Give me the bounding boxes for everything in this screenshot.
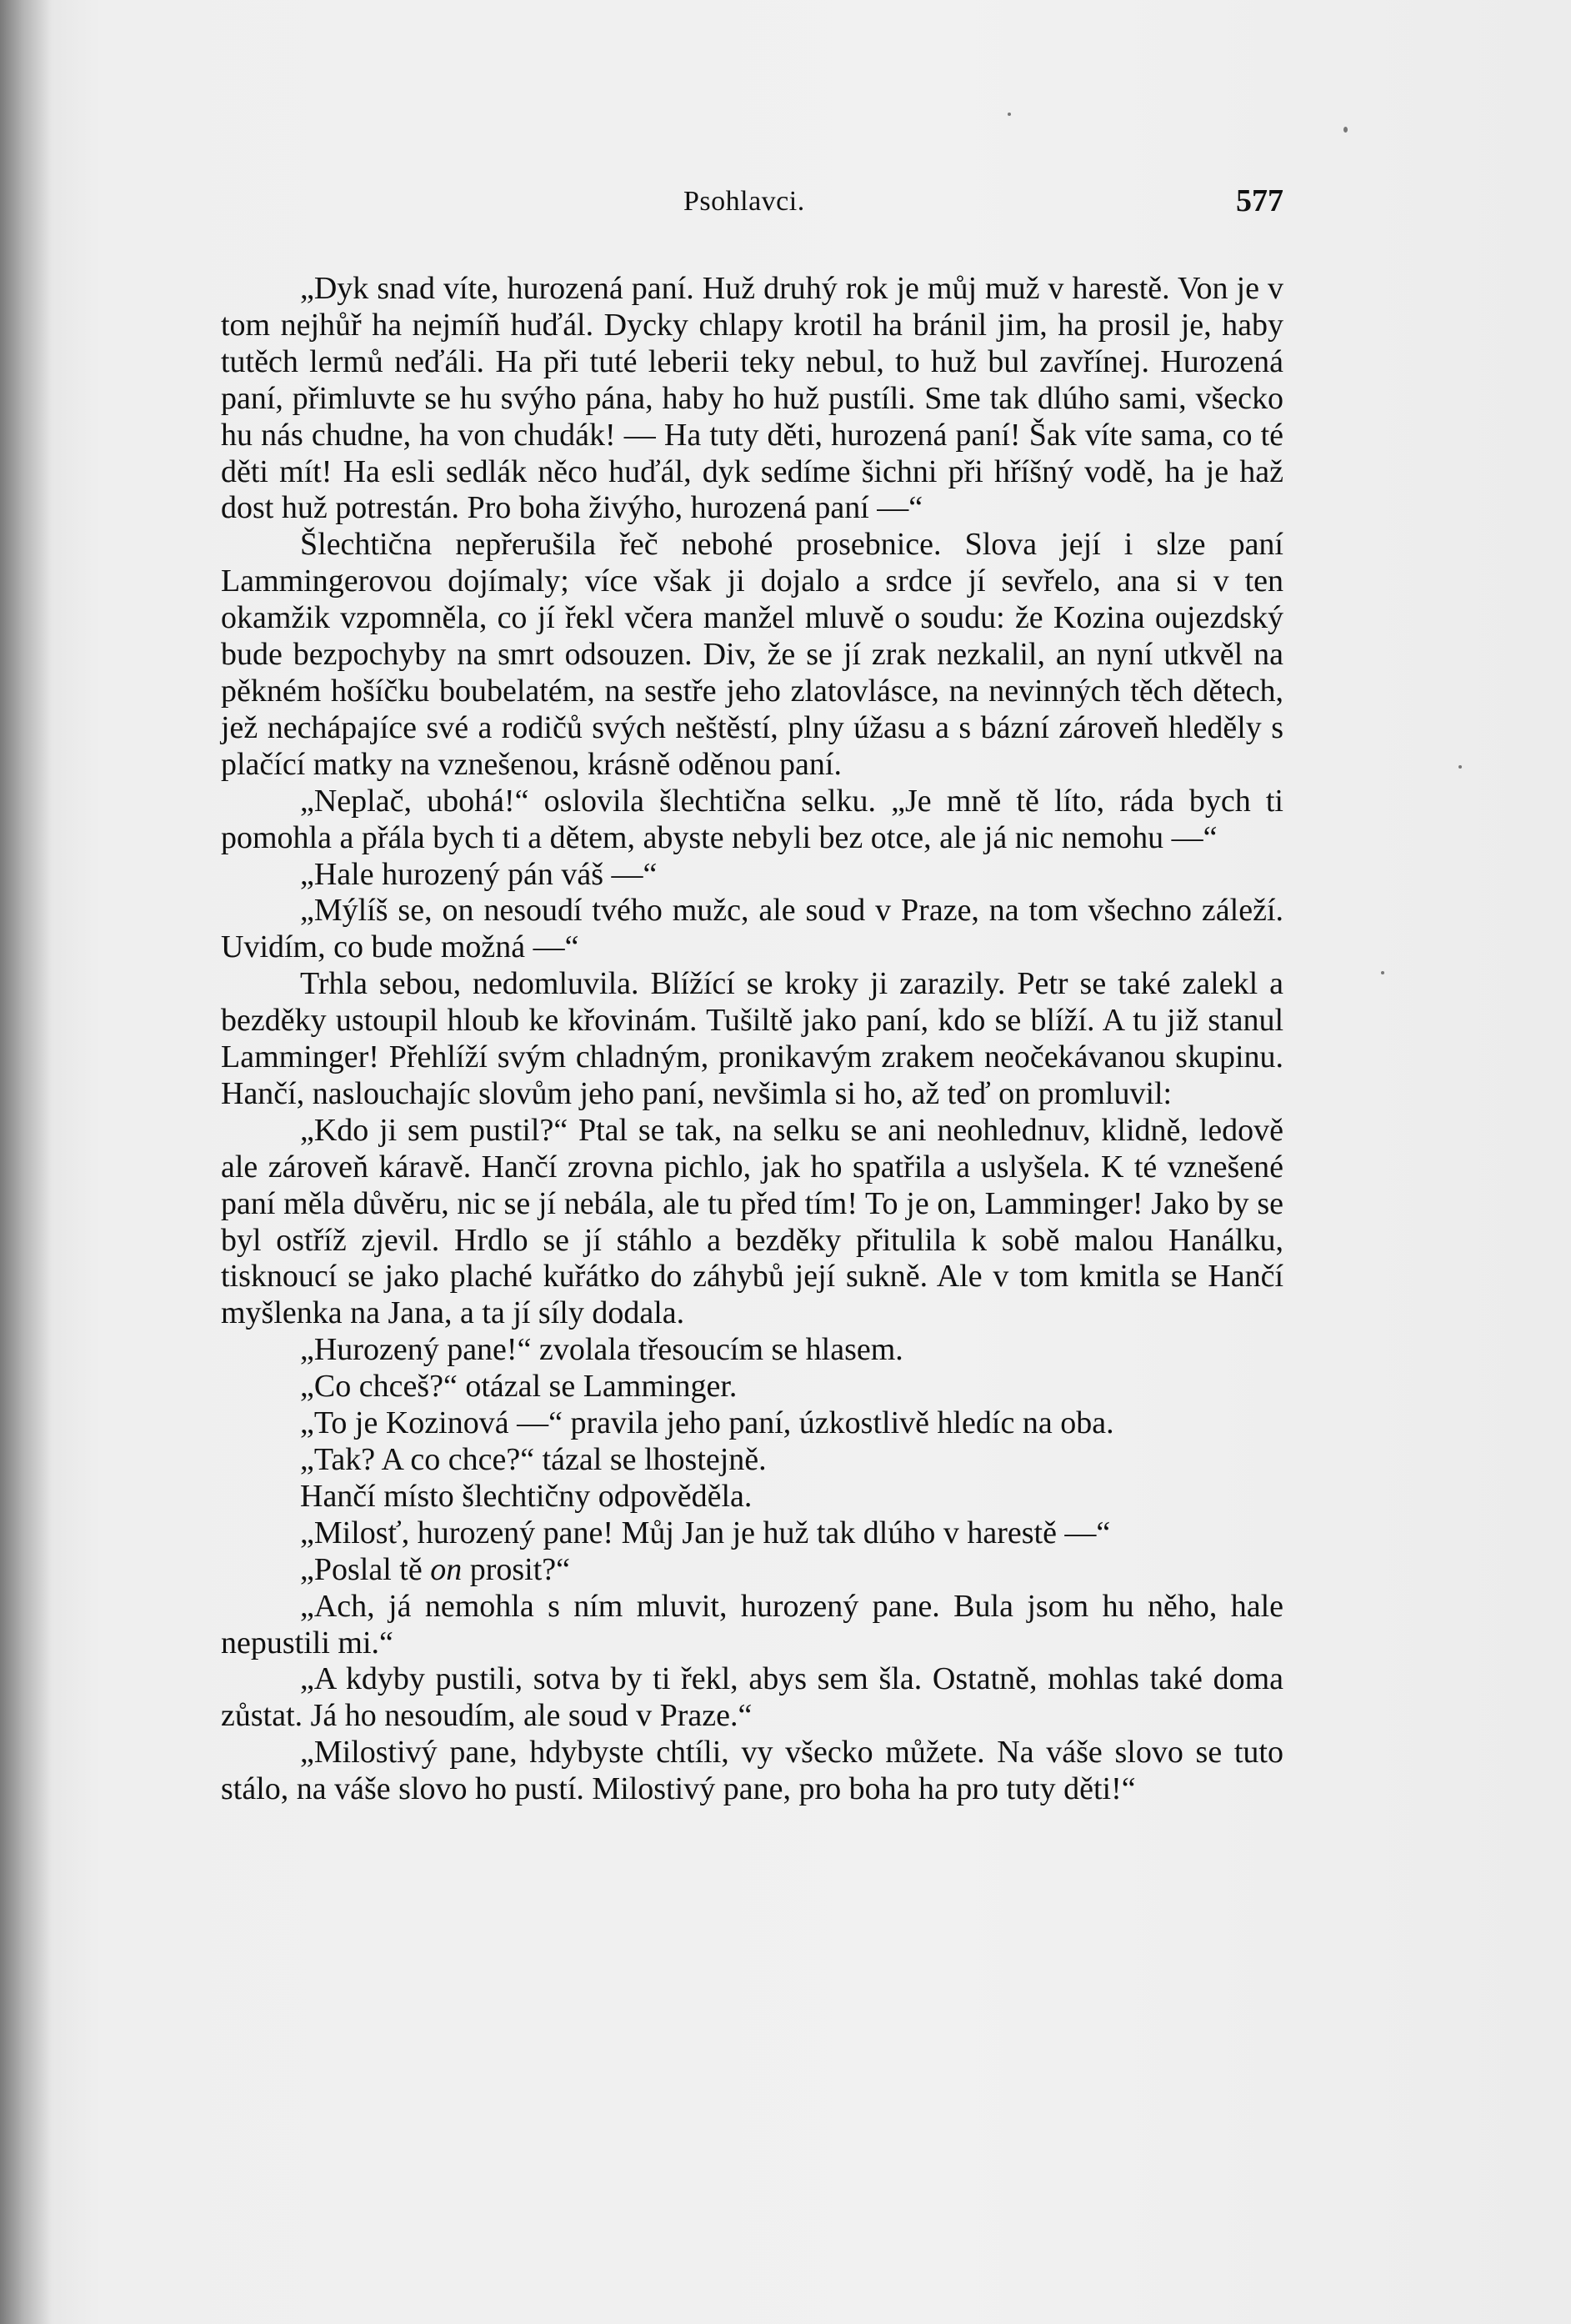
paragraph: Hančí místo šlechtičny odpověděla. [300, 1478, 753, 1514]
emphasized-word: on [430, 1551, 463, 1587]
paragraph: „A kdyby pustili, sotva by ti řekl, abys sem šla. Ostatně, mohlas také doma zůstat. Já ho nesoudím, ale soud v Praze.“ [221, 1661, 1283, 1734]
paragraph: „Neplač, ubohá!“ oslovila šlechtična selku. „Je mně tě líto, ráda bych ti pomohla a přála bych ti a dětem, abyste nebyli bez otce, ale já nic nemohu —“ [221, 783, 1283, 855]
body-text [221, 271, 1283, 1808]
book-page [221, 171, 1283, 1807]
paragraph: „Tak? A co chce?“ tázal se lhostejně. [300, 1442, 767, 1477]
poslal-text-before: „Poslal tě [300, 1551, 431, 1587]
paragraph: „Ach, já nemohla s ním mluvit, hurozený pane. Bula jsom hu něho, hale nepustili mi.“ [221, 1588, 1283, 1660]
paragraph [221, 1552, 1283, 1589]
paragraph: „Kdo ji sem pustil?“ Ptal se tak, na selku se ani neohlednuv, klidně, ledově ale zároveň káravě. Hančí zrovna pichlo, jak ho spatřila a uslyšela. K té vznešené paní měla důvěru, nic se jí nebála, ale tu před tím! To je on, Lamminger! Jako by se byl ostříž zjevil. Hrdlo se jí stáhlo a bezděky přitulila k sobě malou Hanálku, tisknoucí se jako plaché kuřátko do záhybů její sukně. Ale v tom kmitla se Hančí myšlenka na Jana, a ta jí síly dodala. [221, 1112, 1283, 1331]
poslal-text-after: prosit?“ [462, 1551, 570, 1587]
paragraph: „Dyk snad víte, hurozená paní. Huž druhý rok je můj muž v harestě. Von je v tom nejhůř ha nejmíň huďál. Dycky chlapy krotil ha bránil jim, ha prosil je, haby tutěch lermů neďáli. Ha při tuté leberii teky nebul, to huž bul zavřínej. Hurozená paní, přimluvte se hu svýho pána, haby ho huž pustíli. Sme tak dlúho sami, všecko hu nás chudne, ha von chudák! — Ha tuty děti, hurozená paní! Šak víte sama, co té děti mít! Ha esli sedlák něco huďál, dyk sedíme šichni při hříšný vodě, ha je haž dost huž potrestán. Pro boha živýho, hurozená paní —“ [221, 271, 1283, 526]
running-header [221, 171, 1283, 221]
dust-speck [1458, 765, 1462, 769]
paragraph: „To je Kozinová —“ pravila jeho paní, úzkostlivě hledíc na oba. [300, 1405, 1114, 1441]
page-number: 577 [1236, 183, 1283, 218]
paragraph: „Hale hurozený pán váš —“ [300, 856, 658, 892]
paragraph: „Milosť, hurozený pane! Můj Jan je huž tak dlúho v harestě —“ [300, 1515, 1111, 1550]
dust-speck [1343, 127, 1348, 133]
paragraph: „Hurozený pane!“ zvolala třesoucím se hlasem. [300, 1332, 903, 1368]
paragraph: „Co chceš?“ otázal se Lamminger. [300, 1369, 738, 1405]
book-spine-shadow [0, 0, 52, 2324]
paragraph: „Mýlíš se, on nesoudí tvého mužc, ale soud v Praze, na tom všechno záleží. Uvidím, co bude možná —“ [221, 893, 1283, 965]
paragraph: Trhla sebou, nedomluvila. Blížící se kroky ji zarazily. Petr se také zalekl a bezděky ustoupil hloub ke křovinám. Tušiltě jako paní, kdo se blíží. A tu již stanul Lamminger! Přehlíží svým chladným, pronikavým zrakem neočekávanou skupinu. Hančí, naslouchajíc slovům jeho paní, nevšimla si ho, až teď on promluvil: [221, 966, 1283, 1111]
dust-speck [1008, 113, 1011, 116]
dust-speck [1381, 971, 1384, 974]
paragraph: „Milostivý pane, hdybyste chtíli, vy všecko můžete. Na váše slovo se tuto stálo, na váše slovo ho pustí. Milostivý pane, pro boha ha pro tuty děti!“ [221, 1735, 1283, 1807]
running-title: Psohlavci. [683, 186, 805, 217]
paragraph: Šlechtična nepřerušila řeč nebohé prosebnice. Slova její i slze paní Lammingerovou dojímaly; více však ji dojalo a srdce jí sevřelo, ana si v ten okamžik vzpomněla, co jí řekl včera manžel mluvě o soudu: že Kozina oujezdský bude bezpochyby na smrt odsouzen. Div, že se jí zrak nezkalil, an nyní utkvěl na pěkném hošíčku boubelatém, na sestře jeho zlatovlásce, na nevinných těch dětech, jež nechápajíce své a rodičů svých neštěstí, plny úžasu a s bázní zároveň hleděly s plačící matky na vznešenou, krásně oděnou paní. [221, 527, 1283, 782]
